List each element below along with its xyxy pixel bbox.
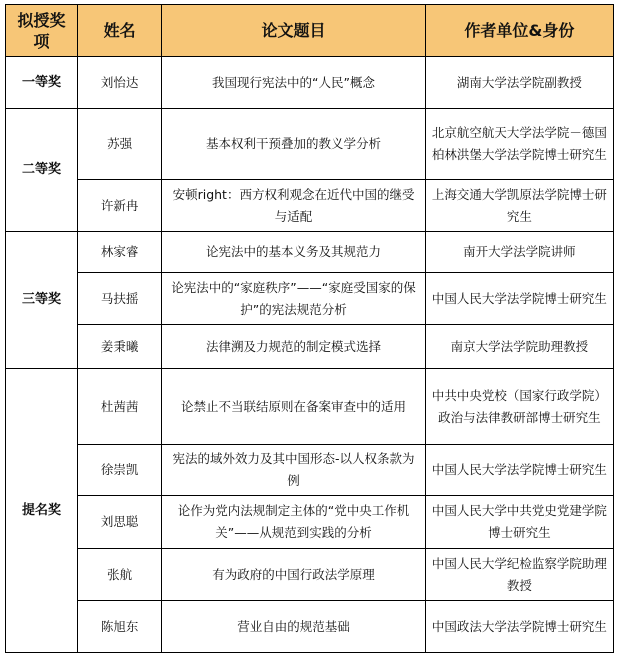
title-cell: 营业自由的规范基础 [162,601,425,653]
award-cell: 一等奖 [6,57,78,109]
title-cell: 论宪法中的基本义务及其规范力 [162,232,425,273]
title-cell: 我国现行宪法中的“人民”概念 [162,57,425,109]
table-row [6,57,614,109]
unit-cell: 南开大学法学院讲师 [425,232,613,273]
unit-cell: 北京航空航天大学法学院－德国柏林洪堡大学法学院博士研究生 [425,109,613,180]
unit-cell: 南京大学法学院助理教授 [425,325,613,369]
unit-cell: 中国人民大学中共党史党建学院博士研究生 [425,496,613,549]
title-cell: 安顿right：西方权利观念在近代中国的继受与适配 [162,180,425,232]
table-row [6,369,614,445]
title-cell: 法律溯及力规范的制定模式选择 [162,325,425,369]
unit-cell: 湖南大学法学院副教授 [425,57,613,109]
unit-cell: 中共中央党校（国家行政学院）政治与法律教研部博士研究生 [425,369,613,445]
name-cell: 张航 [78,549,162,601]
name-cell: 陈旭东 [78,601,162,653]
table-row [6,601,614,653]
award-cell: 三等奖 [6,232,78,369]
unit-cell: 上海交通大学凯原法学院博士研究生 [425,180,613,232]
name-cell: 马扶摇 [78,273,162,325]
table-row [6,273,614,325]
name-cell: 林家睿 [78,232,162,273]
title-cell: 基本权利干预叠加的教义学分析 [162,109,425,180]
table-header [6,5,614,57]
table-row [6,109,614,180]
awards-table [5,4,614,653]
table-row [6,549,614,601]
unit-cell: 中国人民大学纪检监察学院助理教授 [425,549,613,601]
table-row [6,496,614,549]
unit-cell: 中国人民大学法学院博士研究生 [425,445,613,496]
table-row [6,445,614,496]
header-award: 拟授奖项 [6,5,78,57]
name-cell: 刘思聪 [78,496,162,549]
title-cell: 论禁止不当联结原则在备案审查中的适用 [162,369,425,445]
award-cell: 二等奖 [6,109,78,232]
name-cell: 许新冉 [78,180,162,232]
award-cell: 提名奖 [6,369,78,653]
name-cell: 姜秉曦 [78,325,162,369]
name-cell: 刘怡达 [78,57,162,109]
header-unit: 作者单位&身份 [425,5,613,57]
name-cell: 杜茜茜 [78,369,162,445]
header-name: 姓名 [78,5,162,57]
header-row [6,5,614,57]
header-title: 论文题目 [162,5,425,57]
title-cell: 有为政府的中国行政法学原理 [162,549,425,601]
table-row [6,180,614,232]
unit-cell: 中国人民大学法学院博士研究生 [425,273,613,325]
table-row [6,325,614,369]
title-cell: 论作为党内法规制定主体的“党中央工作机关”——从规范到实践的分析 [162,496,425,549]
name-cell: 徐崇凯 [78,445,162,496]
title-cell: 宪法的域外效力及其中国形态-以人权条款为例 [162,445,425,496]
unit-cell: 中国政法大学法学院博士研究生 [425,601,613,653]
title-cell: 论宪法中的“家庭秩序”——“家庭受国家的保护”的宪法规范分析 [162,273,425,325]
table-body [6,57,614,653]
table-row [6,232,614,273]
name-cell: 苏强 [78,109,162,180]
